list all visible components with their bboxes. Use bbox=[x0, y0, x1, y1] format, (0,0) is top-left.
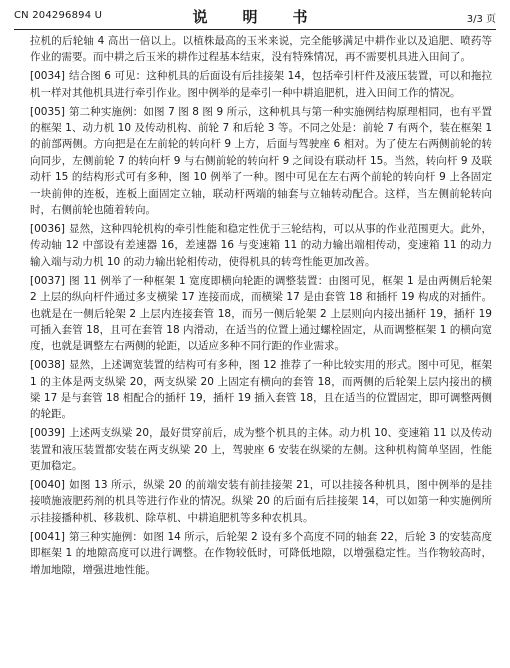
paragraph bbox=[30, 68, 492, 101]
paragraph-number: [0036] bbox=[30, 222, 65, 235]
page-number: 3/3 页 bbox=[466, 14, 496, 25]
paragraph bbox=[30, 477, 492, 526]
paragraph-text: 图 11 例举了一种框架 1 宽度即横向轮距的调整装置：由图可见，框架 1 是由两侧后轮架 2 上层的纵向杆件通过多支横梁 17 连接而成，而横梁 17 是由套管 18 和插杆 19 构成的对插件。也就是在一侧后轮架 2 上层内连接套管 18，而另一侧后轮架 2 上层则向内接出插杆 19，插杆 19 可插入套管 18，且可在套管 18 内滑动，在适当的位置上通过螺栓固定，从而调整框架 1 的横向宽度，也就是调整左右两侧的轮距，以适应多种不同行距的作业需求。 bbox=[30, 274, 492, 353]
paragraph-text: 拉机的后轮轴 4 高出一倍以上。以植株最高的玉米来说，完全能够满足中耕作业以及追肥、喷药等作业的需要。而中耕之后玉米的耕作过程基本结束，没有特殊情况，再不需要机具进入田间了。 bbox=[30, 35, 492, 64]
paragraph-number: [0038] bbox=[30, 359, 65, 372]
paragraph-number: [0039] bbox=[30, 427, 65, 440]
publication-number: CN 204296894 U bbox=[14, 10, 103, 21]
document-body bbox=[30, 33, 492, 581]
paragraph-text: 上述两支纵梁 20，最好贯穿前后，成为整个机具的主体。动力机 10、变速箱 11 以及传动装置和液压装置都安装在两支纵梁 20 上，驾驶座 6 安装在纵梁的左侧。这种机构简单坚固，性能更加稳定。 bbox=[30, 427, 492, 473]
paragraph bbox=[30, 529, 492, 578]
paragraph-text: 显然，这种四轮机构的牵引性能和稳定性优于三轮结构，可以从事的作业范围更大。此外，传动轴 12 中部设有差速器 16，差速器 16 与变速箱 11 的动力输出端相传动，变速箱 11 的动力输入端与动力机 10 的动力输出轮相传动，使得机具的转弯性能更加改善。 bbox=[30, 222, 492, 268]
paragraph bbox=[30, 104, 492, 219]
document-title: 说 明 书 bbox=[192, 8, 318, 26]
paragraph-text: 第三种实施例：如图 14 所示，后轮架 2 设有多个高度不同的轴套 22，后轮 3 的安装高度即框架 1 的地隙高度可以进行调整。在作物较低时，可降低地隙，以增强稳定性。当作物较高时，增加地隙，增强进地性能。 bbox=[30, 530, 492, 576]
paragraph-text: 显然，上述调宽装置的结构可有多种，图 12 推荐了一种比较实用的形式。图中可见，框架 1 的主体是两支纵梁 20，两支纵梁 20 上固定有横向的套管 18，而两侧的后轮架上层内接出的横梁 17 是与套管 18 相配合的插杆 19，插杆 19 插入套管 18，且在适当的位置固定，即可调整两侧的轮距。 bbox=[30, 359, 492, 421]
paragraph-number: [0041] bbox=[30, 530, 65, 543]
paragraph-number: [0040] bbox=[30, 479, 65, 492]
paragraph-text: 第二种实施例：如图 7 图 8 图 9 所示，这种机具与第一种实施例结构原理相同，也有平置的框架 1、动力机 10 及传动机构、前轮 7 和后轮 3 等。不同之处是：前轮 7 有两个，装在框架 1 的前部两侧。方向把是在左前轮的转向杆 9 上方，后面与驾驶座 6 相对。为了使左右两侧前轮的转向同步，左侧前轮 7 的转向杆 9 与右侧前轮的转向杆 9 之间设有联动杆 15。当然，转向杆 9 及联动杆 15 的结构形式可有多种，图 10 例举了一种。图中可见在左右两个前轮的转向杆 9 上各固定一块前伸的连板，连板上面固定立轴，联动杆两端的轴套与立轴转动配合。这样，当左侧前轮转向时，右侧前轮也随着转向。 bbox=[30, 105, 492, 217]
page-header bbox=[14, 6, 496, 28]
paragraph-number: [0034] bbox=[30, 70, 65, 83]
paragraph bbox=[30, 273, 492, 355]
paragraph bbox=[30, 221, 492, 270]
paragraph-number: [0035] bbox=[30, 105, 65, 118]
paragraph bbox=[30, 357, 492, 423]
paragraph-text: 结合图 6 可见：这种机具的后面设有后挂接架 14，包括牵引杆件及液压装置，可以和拖拉机一样对其他机具进行牵引作业。图中例举的是牵引一种中耕追肥机，进入田间工作的情况。 bbox=[30, 70, 492, 99]
paragraph bbox=[30, 425, 492, 474]
paragraph-number: [0037] bbox=[30, 274, 65, 287]
header-divider bbox=[14, 29, 496, 30]
paragraph-text: 如图 13 所示，纵梁 20 的前端安装有前挂接架 21，可以挂接各种机具，图中例举的是挂接喷施液肥药剂的机具等进行作业的情况。纵梁 20 的后面有后挂接架 14，可以如第一种实施例所示挂接播种机、移栽机、除草机、中耕追肥机等多种农机具。 bbox=[30, 479, 492, 524]
paragraph bbox=[30, 33, 492, 66]
